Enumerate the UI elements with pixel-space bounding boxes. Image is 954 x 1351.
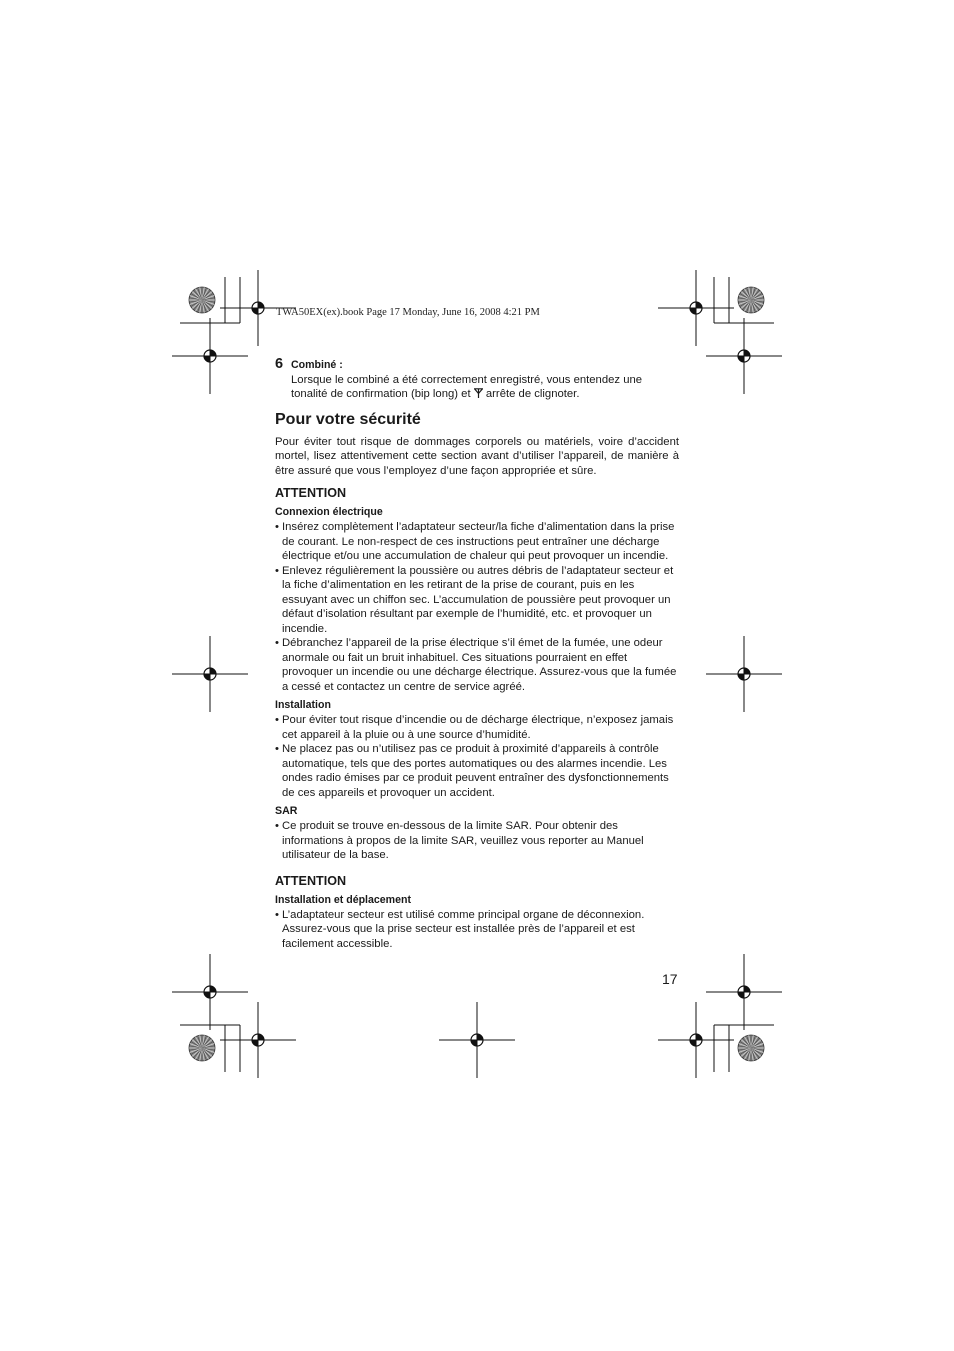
list-item: • Ce produit se trouve en-dessous de la limite SAR. Pour obtenir des informations à propos de la limite SAR, veuillez vous reporter au Manuel utilisateur de la base. bbox=[275, 819, 679, 863]
registration-quadrant bbox=[210, 986, 216, 992]
registration-quadrant bbox=[744, 350, 750, 356]
print-header: TWA50EX(ex).book Page 17 Monday, June 16, 2008 4:21 PM bbox=[276, 307, 540, 318]
sar-list bbox=[275, 819, 679, 863]
installation-deplacement-list bbox=[275, 908, 679, 952]
color-star-target bbox=[738, 1035, 764, 1061]
page-content bbox=[275, 358, 679, 954]
step-text-part2: arrête de clignoter. bbox=[482, 388, 580, 400]
color-star-target bbox=[189, 287, 215, 313]
connexion-list bbox=[275, 520, 679, 694]
step-6 bbox=[275, 358, 679, 402]
registration-quadrant bbox=[204, 356, 210, 362]
registration-quadrant bbox=[744, 668, 750, 674]
attention-heading-1: ATTENTION bbox=[275, 486, 347, 500]
step-text-part1: Lorsque le combiné a été correctement enregistré, vous entendez une tonalité de confirmation (bip long) et bbox=[291, 373, 643, 400]
sar-heading: SAR bbox=[275, 805, 298, 817]
registration-quadrant bbox=[477, 1034, 483, 1040]
safety-intro: Pour éviter tout risque de dommages corporels ou matériels, voire d’accident mortel, lisez attentivement cette section avant d’utiliser l’appareil, de manière à être assuré que vous l’employez d’une façon appropriée et sûre. bbox=[275, 435, 679, 477]
registration-quadrant bbox=[204, 674, 210, 680]
registration-quadrant bbox=[744, 986, 750, 992]
registration-quadrant bbox=[258, 1034, 264, 1040]
registration-quadrant bbox=[738, 992, 744, 998]
registration-quadrant bbox=[252, 308, 258, 314]
registration-quadrant bbox=[738, 674, 744, 680]
registration-quadrant bbox=[690, 1040, 696, 1046]
registration-quadrant bbox=[696, 302, 702, 308]
color-star-target bbox=[189, 1035, 215, 1061]
step-number: 6 bbox=[275, 356, 284, 372]
connexion-heading: Connexion électrique bbox=[275, 506, 383, 518]
installation-deplacement-heading: Installation et déplacement bbox=[275, 893, 411, 906]
list-item: • Pour éviter tout risque d’incendie ou de décharge électrique, n’exposez jamais cet appareil à la pluie ou à une source d’humidité. bbox=[275, 713, 679, 742]
page-number: 17 bbox=[662, 971, 678, 987]
registration-quadrant bbox=[738, 356, 744, 362]
registration-quadrant bbox=[204, 992, 210, 998]
registration-quadrant bbox=[252, 1040, 258, 1046]
section-title: Pour votre sécurité bbox=[275, 410, 421, 428]
registration-quadrant bbox=[690, 308, 696, 314]
registration-quadrant bbox=[258, 302, 264, 308]
list-item: • Insérez complètement l’adaptateur secteur/la fiche d’alimentation dans la prise de courant. Le non-respect de ces instructions peut entraîner une décharge électrique et/ou une accumulation de chaleur qui peut provoquer un incendie. bbox=[275, 520, 679, 564]
list-item: • Enlevez régulièrement la poussière ou autres débris de l’adaptateur secteur et la fiche d’alimentation en les retirant de la prise de courant, puis en les essuyant avec un chiffon sec. L’accumulation de poussière peut provoquer un défaut d’isolation résultant par exemple de l’humidité, etc. et provoquer un incendie. bbox=[275, 564, 679, 637]
registration-quadrant bbox=[210, 668, 216, 674]
registration-quadrant bbox=[471, 1040, 477, 1046]
antenna-icon bbox=[474, 388, 483, 398]
color-star-target bbox=[738, 287, 764, 313]
registration-quadrant bbox=[696, 1034, 702, 1040]
registration-quadrant bbox=[210, 350, 216, 356]
list-item: • Débranchez l’appareil de la prise électrique s’il émet de la fumée, une odeur anormale ou fait un bruit inhabituel. Ces situations pourraient en effet provoquer un incendie ou une décharge électrique. Assurez-vous que la fumée a cessé et contactez un centre de service agréé. bbox=[275, 636, 679, 694]
list-item: • L’adaptateur secteur est utilisé comme principal organe de déconnexion. Assurez-vous que la prise secteur est installée près de l’appareil et est facilement accessible. bbox=[275, 908, 679, 952]
list-item: • Ne placez pas ou n’utilisez pas ce produit à proximité d’appareils à contrôle automatique, tels que des portes automatiques ou des alarmes incendie. Les ondes radio émises par ce produit peuvent entraîner des dysfonctionnements de ces appareils et provoquer un accident. bbox=[275, 742, 679, 800]
attention-heading-2: ATTENTION bbox=[275, 873, 347, 888]
installation-heading: Installation bbox=[275, 699, 331, 711]
step-label: Combiné : bbox=[291, 359, 343, 371]
installation-list bbox=[275, 713, 679, 800]
step-text bbox=[291, 373, 679, 402]
